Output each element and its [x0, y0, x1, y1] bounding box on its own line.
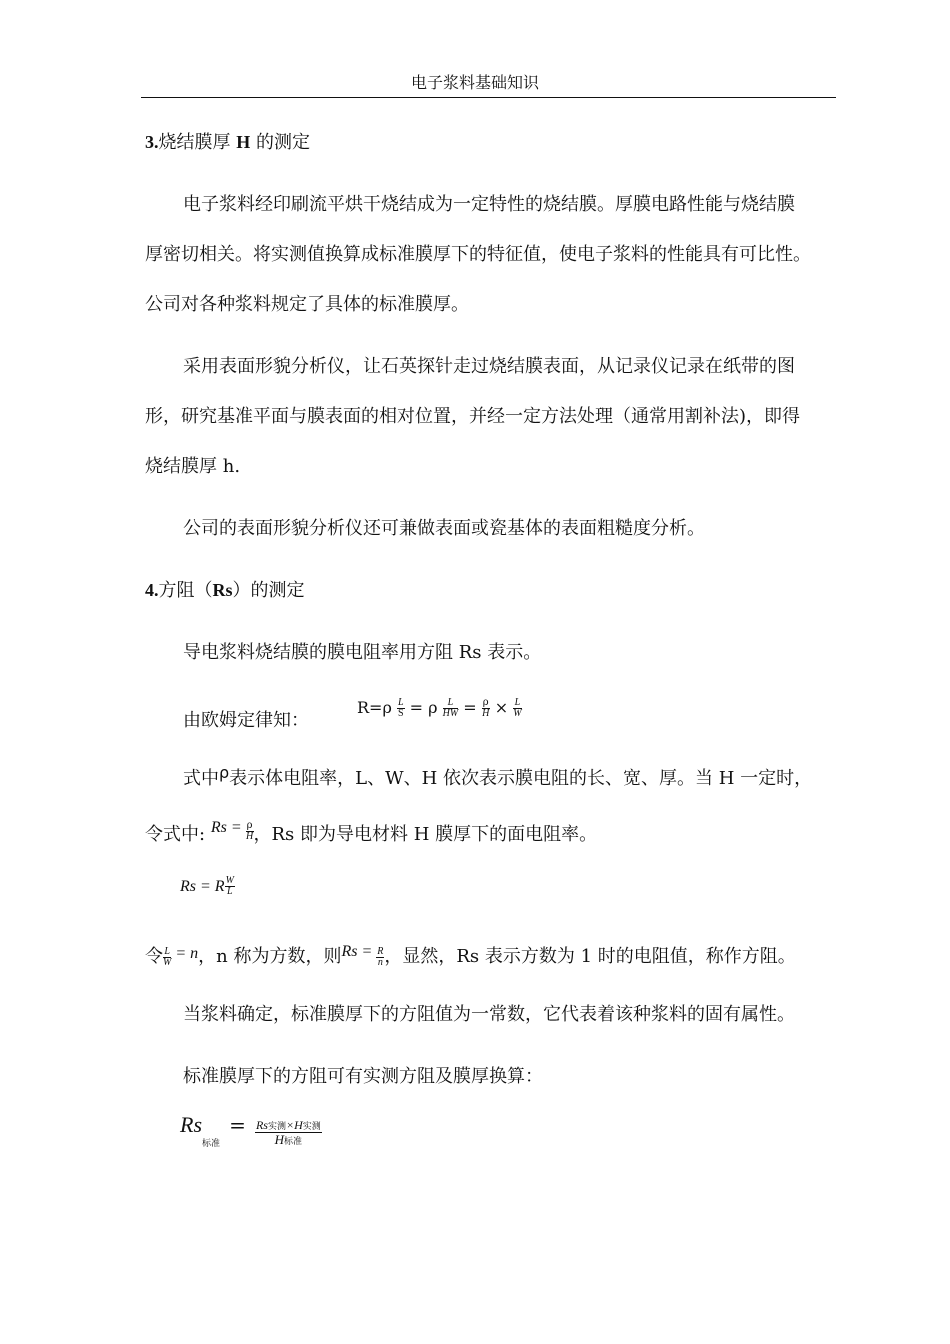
section-3-title: 烧结膜厚 — [158, 132, 231, 153]
ohm-frac-2 — [443, 698, 459, 719]
s3-para1-line3: 公司对各种浆料规定了具体的标准膜厚。 — [145, 294, 469, 315]
std-num-sub1: 实测 — [267, 1122, 286, 1132]
section-4-title: 方阻（ — [158, 580, 213, 601]
std-eq: = — [229, 1113, 246, 1137]
std-frac — [255, 1119, 322, 1147]
rs-rl-den: L — [226, 886, 233, 897]
std-den-h: H — [274, 1132, 285, 1147]
section-3-heading — [145, 128, 310, 154]
s4-para3-line2 — [145, 820, 597, 846]
s4-para3-text: 表示体电阻率，L、W、H 依次表示膜电阻的长、宽、厚。当 H 一定时， — [229, 768, 813, 789]
s4-para1: 导电浆料烧结膜的膜电阻率用方阻 Rs 表示。 — [183, 642, 542, 663]
rsn-lhs: Rs = — [341, 943, 377, 960]
s4-para4-mid: ，n 称为方数，则 — [198, 946, 342, 967]
header-rule — [141, 97, 836, 98]
s4-para3-line1 — [183, 764, 812, 790]
rs-rl-frac — [225, 876, 235, 897]
rsn-num: R — [377, 945, 384, 957]
ohm-frac-4-den: W — [513, 708, 522, 719]
ohm-R: R=ρ — [357, 698, 392, 717]
std-num-sub2: 实测 — [302, 1122, 321, 1132]
s4-para3-prefix: 式中 — [183, 768, 219, 789]
s4-ohm-label: 由欧姆定律知： — [183, 710, 309, 731]
rs-rl-lhs: Rs = R — [180, 878, 225, 895]
section-4-title-tail: ）的测定 — [232, 580, 305, 601]
rs-rl-formula — [180, 876, 235, 897]
section-3-number: 3. — [145, 132, 159, 152]
rs-def-frac — [246, 821, 254, 842]
std-lhs-sub: 标准 — [202, 1139, 221, 1149]
s3-para2-line1: 采用表面形貌分析仪，让石英探针走过烧结膜表面，从记录仪记录在纸带的图 — [183, 356, 795, 377]
rs-def-lhs: Rs = — [210, 819, 246, 836]
s4-para3-l2-prefix: 令式中: — [145, 824, 206, 845]
ohm-frac-4-num: L — [514, 697, 521, 708]
std-den-sub: 标准 — [284, 1137, 303, 1147]
ohm-frac-2-den: HW — [442, 708, 459, 719]
ohm-frac-3-num: ρ — [482, 697, 489, 708]
rs-rl-num: W — [225, 875, 234, 886]
ohm-frac-4 — [513, 698, 521, 719]
std-den — [255, 1133, 322, 1147]
ohm-frac-1-den: S — [397, 708, 404, 719]
s4-para4-tail: ，显然，Rs 表示方数为 1 时的电阻值，称作方阻。 — [384, 946, 796, 967]
s4-para4 — [145, 942, 796, 968]
ohm-times: × — [494, 698, 509, 717]
ohm-eq1: = ρ — [409, 698, 438, 717]
ohm-frac-1 — [397, 698, 405, 719]
s3-para1-line2: 厚密切相关。将实测值换算成标准膜厚下的特征值，使电子浆料的性能具有可比性。 — [145, 244, 811, 265]
ohm-frac-3-den: H — [482, 708, 490, 719]
section-3-title-h: H — [236, 132, 251, 152]
s3-para1-line1: 电子浆料经印刷流平烘干烧结成为一定特性的烧结膜。厚膜电路性能与烧结膜 — [183, 194, 795, 215]
s3-para2-line2: 形，研究基准平面与膜表面的相对位置，并经一定方法处理（通常用割补法)，即得 — [145, 406, 801, 427]
rs-def-den: H — [245, 830, 254, 842]
rs-def-num: ρ — [246, 819, 253, 831]
ohm-frac-2-num: L — [443, 698, 459, 709]
rsn-den: n — [377, 956, 383, 968]
header-title: 电子浆料基础知识 — [410, 73, 539, 92]
ohm-frac-3 — [482, 698, 490, 719]
std-num-h: ×H — [285, 1118, 303, 1132]
s4-para4-prefix: 令 — [145, 946, 163, 967]
std-formula — [180, 1112, 322, 1147]
section-4-heading — [145, 576, 305, 602]
n-den: W — [163, 956, 172, 968]
std-num-rs: Rs — [255, 1118, 268, 1132]
section-4-number: 4. — [145, 580, 159, 600]
rho-symbol: ρ — [219, 763, 230, 782]
section-4-title-rs: Rs — [212, 580, 233, 600]
std-num — [255, 1119, 322, 1133]
n-num: L — [164, 945, 170, 957]
ohm-eq2: = — [463, 698, 482, 717]
ohm-frac-1-num: L — [397, 697, 404, 708]
n-rhs: = n — [171, 945, 199, 962]
s3-para2-line3: 烧结膜厚 h. — [145, 456, 241, 477]
s4-para6: 标准膜厚下的方阻可有实测方阻及膜厚换算： — [183, 1066, 543, 1087]
s3-para3: 公司的表面形貌分析仪还可兼做表面或瓷基体的表面粗糙度分析。 — [183, 518, 705, 539]
section-3-title-tail: 的测定 — [250, 132, 310, 153]
std-lhs: Rs — [180, 1112, 202, 1137]
s4-para5: 当浆料确定，标准膜厚下的方阻值为一常数，它代表着该种浆料的固有属性。 — [183, 1004, 795, 1025]
ohm-formula — [357, 698, 522, 719]
s4-para3-l2-text: ，Rs 即为导电材料 H 膜厚下的面电阻率。 — [253, 824, 598, 845]
